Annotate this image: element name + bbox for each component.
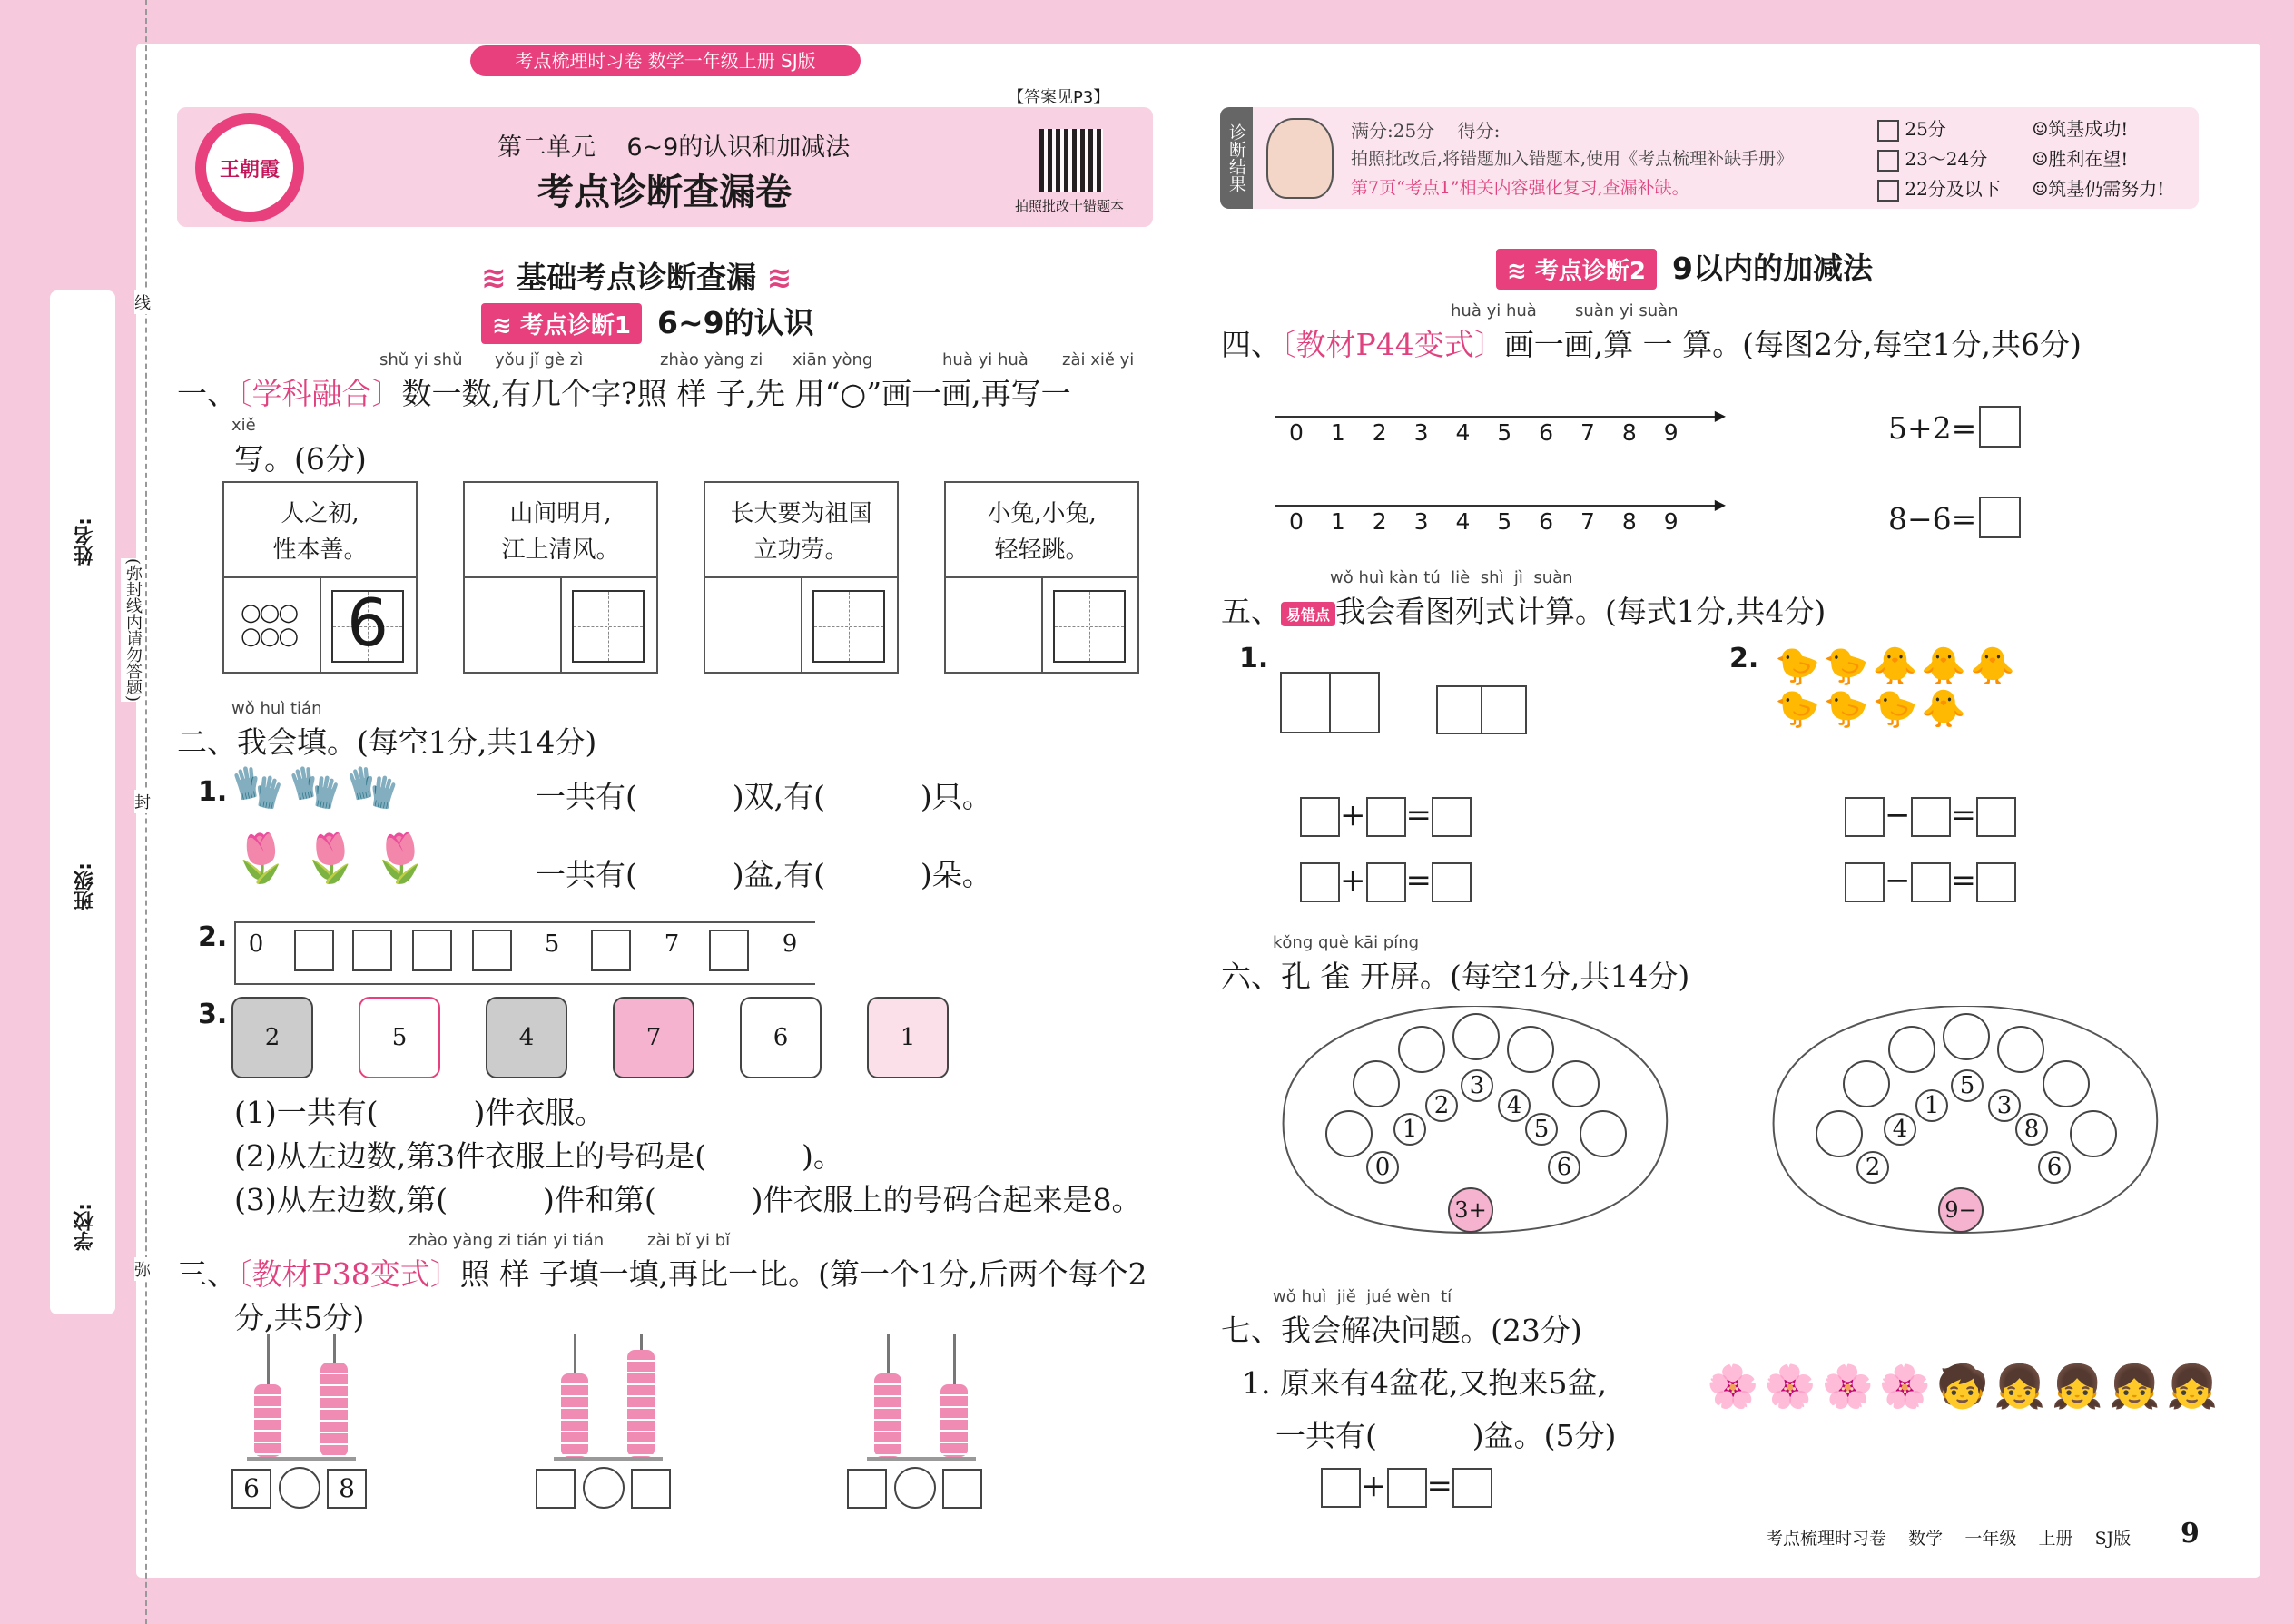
diag1-title: 6~9的认识: [657, 305, 814, 340]
q6-number: 六、: [1221, 959, 1281, 994]
word-card-1: [222, 481, 418, 674]
abacus: [867, 1334, 976, 1461]
rating-text: 筑基成功!: [2048, 118, 2129, 140]
tail-circle[interactable]: [1997, 1026, 2044, 1073]
word-card-2: [463, 481, 658, 674]
tail-circle[interactable]: [1943, 1013, 1990, 1060]
blank-box[interactable]: [1911, 862, 1951, 902]
blank-box[interactable]: [1321, 1468, 1361, 1508]
section-heading: [481, 254, 792, 297]
blank-box[interactable]: [1911, 797, 1951, 837]
pinyin: zài xiě yi: [1062, 350, 1135, 369]
q2-row2: 一共有( )盆,有( )朵。: [536, 857, 992, 892]
feather-number: 0: [1366, 1151, 1399, 1184]
arrow-icon: ▶: [1714, 407, 1726, 424]
ruler-number: 0: [248, 930, 264, 958]
avatar: [1266, 118, 1334, 199]
q5-text: 我会看图列式计算。(每式1分,共4分): [1335, 594, 1826, 629]
number-line[interactable]: [1275, 407, 1726, 424]
card-line: 山间明月,: [509, 500, 612, 527]
shirt: 5: [359, 997, 440, 1078]
diag1-heading: [481, 300, 814, 344]
blank-box[interactable]: [1432, 862, 1472, 902]
card-line: 轻轻跳。: [994, 536, 1089, 564]
q3-line1: [177, 1251, 1147, 1294]
feather-number: 5: [1951, 1069, 1984, 1102]
ruler-blank[interactable]: [294, 930, 334, 971]
q6-text: 孔 雀 开屏。(每空1分,共14分): [1281, 959, 1690, 994]
writing-grid[interactable]: [812, 590, 885, 663]
example-circles: ○○○ ○○○: [241, 599, 298, 650]
rating-checkbox[interactable]: [1877, 120, 1899, 142]
q2-sub3-label: 3.: [198, 999, 228, 1030]
cube-group: [1436, 685, 1527, 734]
eq-answer-box[interactable]: [1979, 497, 2021, 538]
pinyin: wǒ huì tián: [231, 699, 322, 718]
pinyin: huà yi huà: [942, 350, 1029, 369]
pinyin: shǔ yi shǔ: [379, 350, 463, 369]
q3-source: 〔教材P38变式〕: [237, 1256, 460, 1292]
feather-number: 6: [2038, 1151, 2071, 1184]
q1-source: 〔学科融合〕: [237, 376, 402, 411]
rating-text: 筑基仍需努力!: [2048, 178, 2165, 200]
series-banner: 考点梳理时习卷 数学一年级上册 SJ版: [470, 45, 861, 76]
logo-badge: [195, 113, 304, 222]
q3-text: 照 样 子填一填,再比一比。(第一个1分,后两个每个2: [459, 1256, 1147, 1292]
q3-number: 三、: [177, 1256, 237, 1292]
writing-grid[interactable]: [572, 590, 645, 663]
tail-circle[interactable]: [1552, 1060, 1600, 1107]
q2-text: 我会填。(每空1分,共14分): [237, 724, 597, 760]
writing-grid[interactable]: [331, 585, 404, 663]
blank-box[interactable]: [1387, 1468, 1427, 1508]
word-card-3: [704, 481, 899, 674]
feng-mark: 封: [134, 790, 151, 813]
rating-checkbox[interactable]: [1877, 180, 1899, 202]
shirt: 6: [740, 997, 822, 1078]
qr-caption: 拍照批改十错题本: [1015, 198, 1125, 214]
binding-strip: [50, 290, 115, 1314]
q2-sub2-label: 2.: [198, 921, 228, 953]
pinyin: kǒng què kāi píng: [1273, 933, 1420, 952]
arrow-icon: ▶: [1714, 496, 1726, 513]
feather-number: 3: [1988, 1089, 2021, 1122]
equation-row: − =: [1845, 795, 2016, 837]
page-title: 考点诊断查漏卷: [537, 172, 792, 213]
mittens-image: 🧤🧤🧤: [231, 763, 404, 812]
rating-text: 胜利在望!: [2048, 148, 2129, 170]
q2-line: [177, 719, 596, 762]
eq-answer-box[interactable]: [1979, 406, 2021, 448]
result-label: 诊断结果: [1220, 107, 1253, 209]
diag2-title: 9以内的加减法: [1672, 251, 1873, 286]
rating-row: [1877, 114, 2164, 144]
tail-circle[interactable]: [1398, 1026, 1445, 1073]
logo-text: 王朝霞: [206, 124, 293, 212]
section-title: 基础考点诊断查漏: [517, 260, 757, 295]
feather-number: 1: [1915, 1089, 1948, 1122]
q5-sub1-label: 1.: [1239, 643, 1269, 674]
feather-number: 6: [1548, 1151, 1580, 1184]
rating-list: [1877, 114, 2164, 204]
smiley-icon: ☺: [2032, 178, 2049, 200]
ruler-blank[interactable]: [472, 930, 512, 971]
equation-row: + =: [1321, 1466, 1492, 1508]
page-number: 9: [2181, 1518, 2200, 1550]
blank-box[interactable]: [1452, 1468, 1492, 1508]
shirt-row: [231, 997, 958, 1078]
card-line: 性本善。: [272, 536, 368, 564]
kids-with-flowers-image: 🌸🌸🌸🌸🧒👧👧👧👧: [1707, 1362, 2224, 1411]
wave-icon: ≋: [756, 260, 793, 295]
q1-text: 数一数,有几个字?照 样 子,先 用“○”画一画,再写一: [401, 376, 1071, 411]
tail-circle[interactable]: [1353, 1060, 1400, 1107]
tail-circle[interactable]: [2043, 1060, 2090, 1107]
blank-box[interactable]: [1366, 862, 1406, 902]
q2-row1: 一共有( )双,有( )只。: [536, 779, 992, 814]
pinyin: wǒ huì jiě jué wèn tí: [1273, 1287, 1452, 1306]
pinyin: xiě: [231, 416, 256, 435]
rating-row: [1877, 174, 2164, 204]
pinyin: xiān yòng: [793, 350, 873, 369]
abacus: [247, 1334, 356, 1461]
class-label: 班级:: [74, 862, 96, 910]
pinyin: wǒ huì kàn tú liè shì jì suàn: [1330, 568, 1573, 587]
feather-number: 1: [1393, 1113, 1426, 1146]
card-line: 立功劳。: [753, 536, 849, 564]
binding-note: (弥封线内请勿答题): [121, 558, 144, 702]
q5-line: [1221, 588, 1826, 631]
equation-row: + =: [1300, 795, 1472, 837]
q3-line2: 分,共5分): [234, 1300, 365, 1335]
feather-number: 8: [2015, 1113, 2048, 1146]
diag2-tag: ≋ 考点诊断2: [1496, 249, 1657, 290]
error-prone-badge: 易错点: [1281, 602, 1335, 626]
q2-item: (1)一共有( )件衣服。: [234, 1095, 605, 1130]
full-score: 满分:25分 得分:: [1351, 120, 1501, 142]
number-line[interactable]: [1275, 496, 1726, 513]
abacus-answer-box[interactable]: [942, 1469, 982, 1509]
pinyin: yǒu jǐ gè zì: [495, 350, 584, 369]
smiley-icon: ☺: [2032, 148, 2049, 170]
unit-title: 第二单元 6~9的认识和加减法: [497, 133, 851, 162]
pinyin: suàn yi suàn: [1575, 301, 1679, 320]
tail-circle[interactable]: [2070, 1110, 2117, 1157]
advice-line-2: 第7页“考点1”相关内容强化复习,查漏补缺。: [1351, 178, 1689, 198]
peacock-body: 9−: [1938, 1187, 1984, 1233]
tail-circle[interactable]: [1580, 1110, 1627, 1157]
q4-line: [1221, 321, 2082, 364]
ruler-number: 7: [664, 930, 680, 958]
card-line: 江上清风。: [501, 536, 620, 564]
q2-item: (2)从左边数,第3件衣服上的号码是( )。: [234, 1138, 843, 1174]
advice-line-1: 拍照批改后,将错题加入错题本,使用《考点梳理补缺手册》: [1351, 149, 1794, 169]
eq2: 8−6=: [1888, 501, 1977, 536]
q5-number: 五、: [1221, 594, 1281, 629]
rating-range: 23～24分: [1905, 148, 1988, 170]
word-card-4: [944, 481, 1139, 674]
qr-code[interactable]: [1039, 129, 1103, 192]
smiley-icon: ☺: [2032, 118, 2049, 140]
card-line: 人之初,: [281, 500, 359, 527]
compare-circle[interactable]: [279, 1467, 320, 1509]
diag1-tag: ≋ 考点诊断1: [481, 303, 642, 344]
pinyin: zhào yàng zi tián yi tián: [409, 1231, 605, 1250]
blank-box[interactable]: [1976, 862, 2016, 902]
ruler-blank[interactable]: [352, 930, 392, 971]
tail-circle[interactable]: [1888, 1026, 1935, 1073]
writing-grid[interactable]: [1053, 590, 1126, 663]
rating-checkbox[interactable]: [1877, 150, 1899, 172]
abacus-answer-box[interactable]: [847, 1469, 887, 1509]
blank-box[interactable]: [1366, 797, 1406, 837]
peacock-right: [1766, 1006, 2165, 1260]
q7-line: [1221, 1307, 1582, 1350]
q2-number: 二、: [177, 724, 237, 760]
tail-circle[interactable]: [1452, 1013, 1500, 1060]
q1-line1: [177, 370, 1071, 413]
number-line-ticks: 0 1 2 3 4 5 6 7 8 9: [1289, 419, 1679, 446]
abacus-answer-box[interactable]: [536, 1469, 576, 1509]
ruler-blank[interactable]: [709, 930, 749, 971]
card-line: 长大要为祖国: [730, 500, 872, 527]
feather-number: 3: [1461, 1069, 1493, 1102]
feather-number: 2: [1425, 1089, 1458, 1122]
ruler-number: 9: [782, 930, 798, 958]
rating-range: 22分及以下: [1905, 178, 2001, 200]
blank-box[interactable]: [1976, 797, 2016, 837]
q4-source: 〔教材P44变式〕: [1281, 327, 1504, 362]
blank-box[interactable]: [1300, 797, 1340, 837]
compare-circle[interactable]: [583, 1467, 625, 1509]
wave-icon: ≋: [481, 260, 517, 295]
q4-number: 四、: [1221, 327, 1281, 362]
flowerpots-image: 🌷🌷🌷: [231, 832, 441, 886]
school-label: 学校:: [74, 1203, 96, 1251]
compare-circle[interactable]: [894, 1467, 936, 1509]
ruler-blank[interactable]: [591, 930, 631, 971]
feather-number: 4: [1498, 1089, 1531, 1122]
blank-box[interactable]: [1300, 862, 1340, 902]
equation-row: + =: [1300, 861, 1472, 902]
rating-row: [1877, 144, 2164, 174]
xian-mark: 线: [134, 290, 151, 314]
peacock-body: 3+: [1448, 1187, 1493, 1233]
shirt: 1: [867, 997, 949, 1078]
q7-problem-line1: 1. 原来有4盆花,又抱来5盆,: [1242, 1365, 1607, 1401]
q2-sub1-label: 1.: [198, 776, 228, 808]
equation-row: − =: [1845, 861, 2016, 902]
name-label: 姓名:: [74, 517, 96, 566]
abacus-answer-box[interactable]: 6: [231, 1469, 271, 1509]
rating-range: 25分: [1905, 118, 1946, 140]
shirt: 2: [231, 997, 313, 1078]
q7-text: 我会解决问题。(23分): [1281, 1313, 1582, 1348]
q1-line2: 写。(6分): [234, 441, 367, 477]
feather-number: 4: [1884, 1113, 1916, 1146]
ruler-number: 5: [544, 930, 560, 958]
diag2-heading: [1496, 245, 1873, 290]
tail-circle[interactable]: [1325, 1110, 1373, 1157]
q4-text: 画一画,算 一 算。(每图2分,每空1分,共6分): [1503, 327, 2082, 362]
footer-text: 考点梳理时习卷 数学 一年级 上册 SJ版: [1766, 1529, 2132, 1549]
tail-circle[interactable]: [1507, 1026, 1554, 1073]
q5-sub2-label: 2.: [1729, 643, 1759, 674]
tail-circle[interactable]: [1816, 1110, 1863, 1157]
tail-circle[interactable]: [1843, 1060, 1890, 1107]
blank-box[interactable]: [1845, 862, 1885, 902]
pinyin: zài bǐ yi bǐ: [647, 1231, 731, 1250]
ruler-blank[interactable]: [412, 930, 452, 971]
peacock-left: [1275, 1006, 1675, 1260]
mi-mark: 弥: [134, 1257, 151, 1281]
cube-group: [1280, 672, 1380, 733]
q2-item: (3)从左边数,第( )件和第( )件衣服上的号码合起来是8。: [234, 1182, 1142, 1217]
pinyin: huà yi huà: [1451, 301, 1537, 320]
chicks-image: 🐤🐤🐥🐥🐥 🐤🐤🐤🐥: [1775, 645, 2020, 730]
example-digit: 6: [347, 585, 389, 661]
blank-box[interactable]: [1432, 797, 1472, 837]
feather-number: 2: [1856, 1151, 1889, 1184]
abacus-answer-box[interactable]: [631, 1469, 671, 1509]
shirt: 4: [486, 997, 567, 1078]
blank-box[interactable]: [1845, 797, 1885, 837]
abacus-answer-box[interactable]: 8: [327, 1469, 367, 1509]
answer-ref: 【答案见P3】: [1008, 88, 1110, 107]
q1-number: 一、: [177, 376, 237, 411]
q7-number: 七、: [1221, 1313, 1281, 1348]
eq1: 5+2=: [1888, 410, 1977, 446]
card-line: 小兔,小兔,: [987, 500, 1097, 527]
number-line-ticks: 0 1 2 3 4 5 6 7 8 9: [1289, 508, 1679, 535]
shirt: 7: [613, 997, 694, 1078]
q7-problem-line2: 一共有( )盆。(5分): [1275, 1418, 1617, 1453]
pinyin: zhào yàng zi: [660, 350, 763, 369]
q6-line: [1221, 953, 1689, 996]
feather-number: 5: [1525, 1113, 1558, 1146]
abacus: [554, 1334, 663, 1461]
